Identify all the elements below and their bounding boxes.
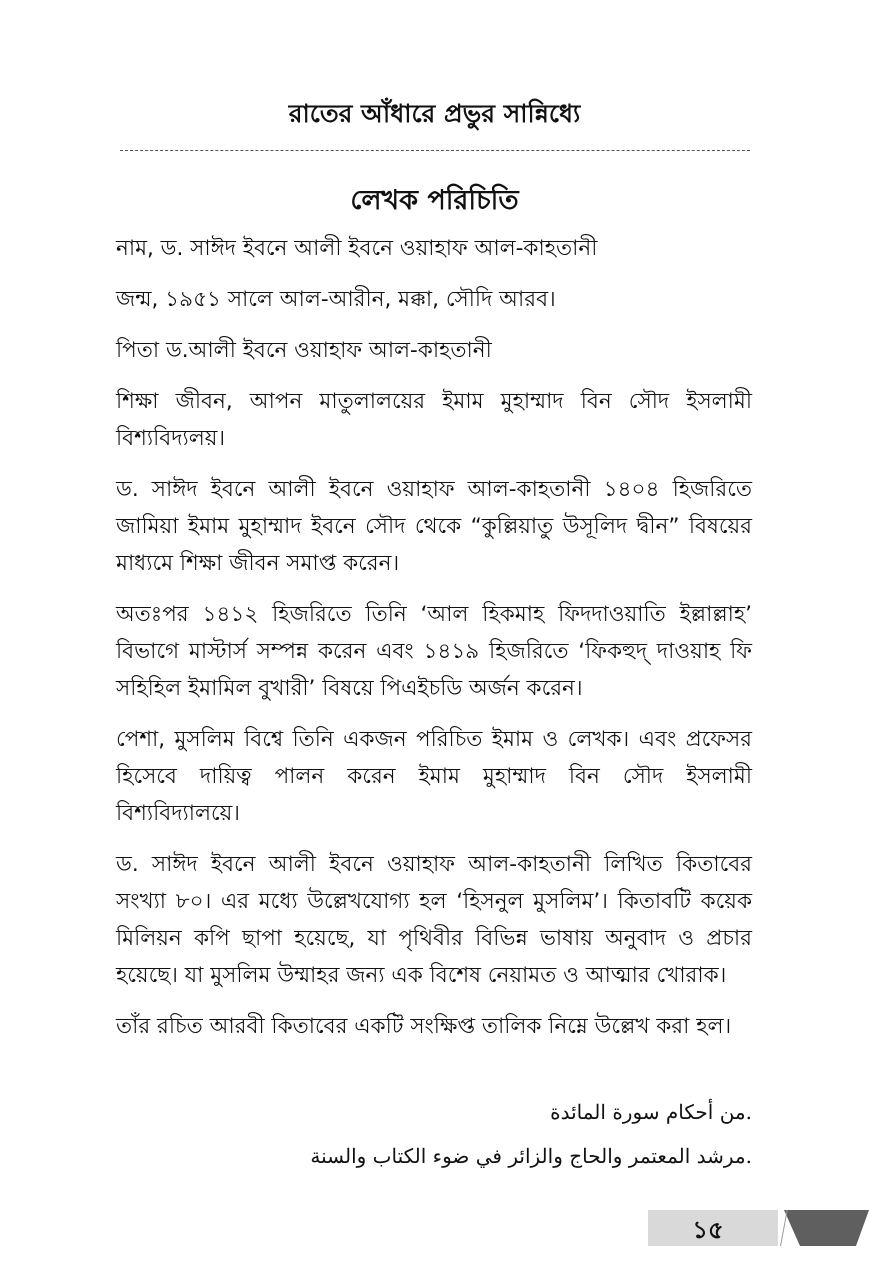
running-title: রাতের আঁধারে প্রভুর সান্নিধ্যে: [288, 99, 581, 128]
paragraph-birth: জন্ম, ১৯৫১ সালে আল-আরীন, মক্কা, সৌদি আরব।: [116, 287, 556, 312]
paragraph-father: পিতা ড.আলী ইবনে ওয়াহাফ আল-কাহতানী: [116, 338, 492, 363]
dashed-divider: [120, 150, 750, 151]
arabic-book-title: .مرشد المعتمر والحاج والزائر في ضوء الكتاب والسنة: [310, 1144, 752, 1168]
paragraph-graduation: ড. সাঈদ ইবনে আলী ইবনে ওয়াহাফ আল-কাহতানী ১৪০৪ হিজরিতে জামিয়া ইমাম মুহাম্মাদ ইবনে সৌদ থেকে “কুল্লিয়াতু উসূলিদ দ্বীন” বিষয়ের মাধ্যমে শিক্ষা জীবন সমাপ্ত করেন।: [116, 477, 752, 576]
page-number: ১৫: [692, 1216, 724, 1244]
page-tab-wedge: [766, 1210, 869, 1246]
paragraph-name: নাম, ড. সাঈদ ইবনে আলী ইবনে ওয়াহাফ আল-কাহতানী: [116, 236, 598, 261]
body-text: [116, 230, 752, 1059]
page-number-tab: [648, 1210, 869, 1246]
arabic-book-list: [116, 1100, 752, 1188]
arabic-book-title: .من أحكام سورة المائدة: [550, 1100, 752, 1124]
paragraph-books: ড. সাঈদ ইবনে আলী ইবনে ওয়াহাফ আল-কাহতানী লিখিত কিতাবের সংখ্যা ৮০। এর মধ্যে উল্লেখযোগ্য হল ‘হিসনুল মুসলিম’। কিতাবটি কয়েক মিলিয়ন কপি ছাপা হয়েছে, যা পৃথিবীর বিভিন্ন ভাষায় অনুবাদ ও প্রচার হয়েছে। যা মুসলিম উম্মাহর জন্য এক বিশেষ নেয়ামত ও আত্মার খোরাক।: [116, 852, 752, 988]
section-title: লেখক পরিচিতি: [350, 185, 519, 216]
paragraph-education: শিক্ষা জীবন, আপন মাতুলালয়ের ইমাম মুহাম্মাদ বিন সৌদ ইসলামী বিশ্যবিদ্যলয়।: [116, 389, 752, 451]
paragraph-list-intro: তাঁর রচিত আরবী কিতাবের একটি সংক্ষিপ্ত তালিক নিম্নে উল্লেখ করা হল।: [116, 1014, 732, 1039]
paragraph-profession: পেশা, মুসলিম বিশ্বে তিনি একজন পরিচিত ইমাম ও লেখক। এবং প্রফেসর হিসেবে দায়িত্ব পালন করেন ইমাম মুহাম্মাদ বিন সৌদ ইসলামী বিশ্যবিদ্যালয়ে।: [116, 727, 752, 826]
paragraph-masters-phd: অতঃপর ১৪১২ হিজরিতে তিনি ‘আল হিকমাহ ফিদদাওয়াতি ইল্লাল্লাহ’ বিভাগে মাস্টার্স সম্পন্ন করেন এবং ১৪১৯ হিজরিতে ‘ফিকহুদ্ দাওয়াহ ফি সহিহিল ইমামিল বুখারী’ বিষয়ে পিএইচডি অর্জন করেন।: [116, 602, 752, 701]
